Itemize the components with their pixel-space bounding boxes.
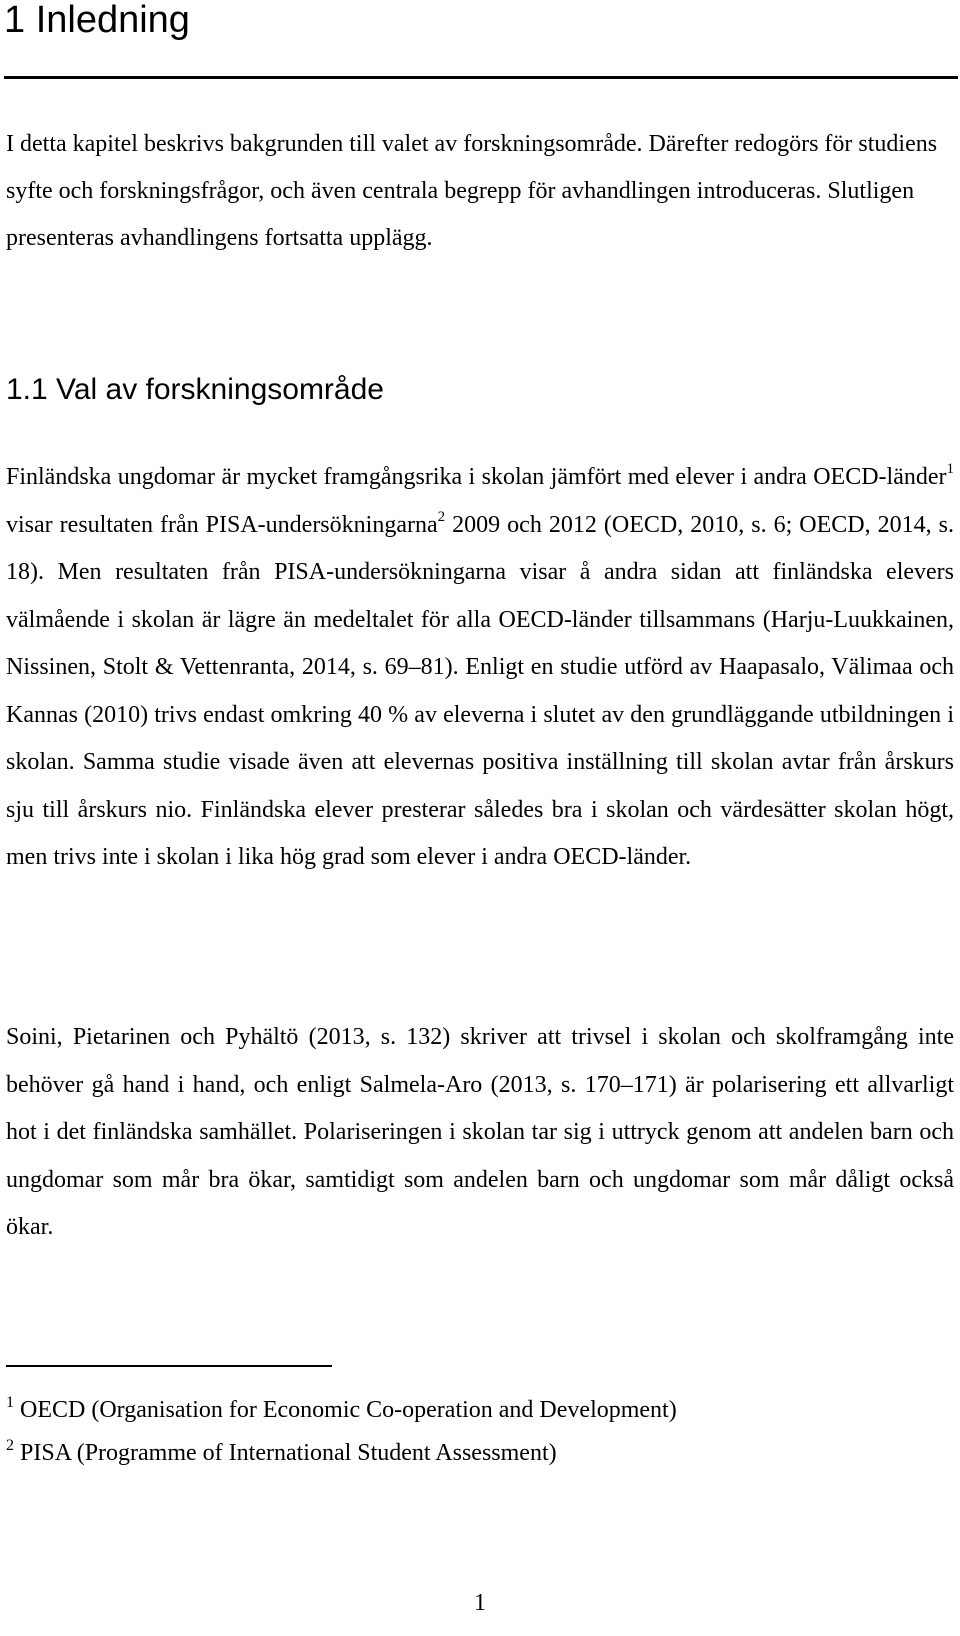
page-number: 1 [474, 1590, 486, 1616]
footnote-text: OECD (Organisation for Economic Co-operation and Development) [20, 1397, 677, 1423]
footnote-reference-2: 2 [437, 508, 446, 525]
paragraph-text: Finländska ungdomar är mycket framgångsrika i skolan jämfört med elever i andra OECD-länder [6, 464, 947, 490]
body-paragraph-2: Soini, Pietarinen och Pyhältö (2013, s. 132) skriver att trivsel i skolan och skolframgång inte behöver gå hand i hand, och enligt Salmela-Aro (2013, s. 170–171) är polarisering ett allvarligt hot i det finländska samhället. Polariseringen i skolan tar sig i uttryck genom att andelen barn och ungdomar som mår bra ökar, samtidigt som andelen barn och ungdomar som mår dåligt också ökar. [6, 1024, 954, 1240]
paragraph-text: visar resultaten från PISA-undersökningarna [6, 511, 438, 538]
footnote-mark: 1 [6, 1394, 14, 1411]
footnote-mark: 2 [6, 1437, 14, 1454]
chapter-title: 1 Inledning [4, 0, 190, 41]
footnote-reference-1: 1 [946, 461, 954, 477]
footnote-text: PISA (Programme of International Student Assessment) [20, 1440, 557, 1466]
footnote-separator [6, 1365, 332, 1367]
chapter-title-rule [4, 76, 958, 79]
footnote-2 [6, 1433, 946, 1476]
footnotes [6, 1390, 946, 1476]
intro-paragraph: I detta kapitel beskrivs bakgrunden till valet av forskningsområde. Därefter redogörs för studiens syfte och forskningsfrågor, och även centrala begrepp för avhandlingen introduceras. Slutligen presenteras avhandlingens fortsatta upplägg. [6, 131, 938, 251]
body-paragraph-1 [6, 454, 954, 882]
paragraph-text: 2009 och 2012 (OECD, 2010, s. 6; OECD, 2014, s. 18). Men resultaten från PISA-undersökningarna visar å andra sidan att finländska elevers välmående i skolan är lägre än medeltalet för alla OECD-länder tillsammans (Harju-Luukkainen, Nissinen, Stolt & Vettenranta, 2014, s. 69–81). Enligt en studie utförd av Haapasalo, Välimaa och Kannas (2010) trivs endast omkring 40 % av eleverna i slutet av den grundläggande utbildningen i skolan. Samma studie visade även att elevernas positiva inställning till skolan avtar från årskurs sju till årskurs nio. Finländska elever presterar således bra i skolan och värdesätter skolan högt, men trivs inte i skolan i lika hög grad som elever i andra OECD-länder. [6, 511, 955, 870]
footnote-1 [6, 1390, 946, 1433]
section-title: 1.1 Val av forskningsområde [6, 373, 384, 406]
